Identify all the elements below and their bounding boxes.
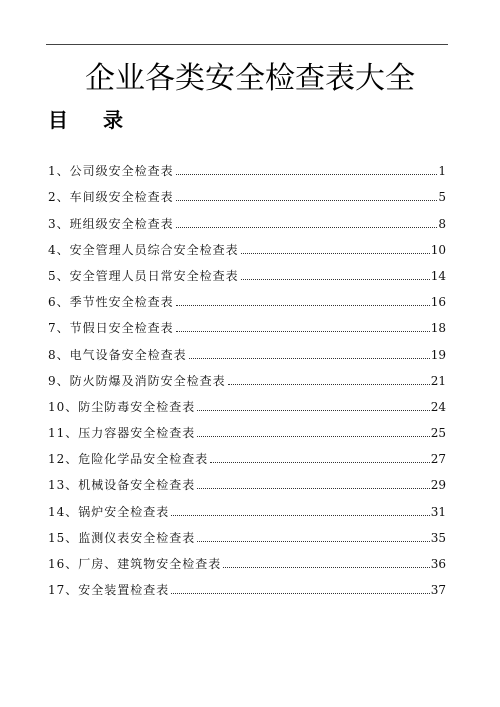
toc-entry-label: 2、车间级安全检查表 xyxy=(48,190,174,205)
toc-dot-leader xyxy=(189,358,430,359)
toc-dot-leader xyxy=(241,253,430,254)
toc-page-number: 21 xyxy=(430,373,446,388)
toc-entry-label: 1、公司级安全检查表 xyxy=(48,164,174,179)
toc-entry-label: 12、危险化学品安全检查表 xyxy=(48,452,209,467)
toc-dot-leader xyxy=(228,384,430,385)
toc-entry[interactable] xyxy=(48,363,446,389)
toc-entry-label: 11、压力容器安全检查表 xyxy=(48,426,196,441)
toc-entry[interactable] xyxy=(48,389,446,415)
toc-page-number: 29 xyxy=(430,478,446,493)
toc-page-number: 1 xyxy=(438,164,446,179)
toc-entry-label: 8、电气设备安全检查表 xyxy=(48,347,187,362)
toc-page-number: 27 xyxy=(430,452,446,467)
table-of-contents xyxy=(48,153,446,598)
toc-entry[interactable] xyxy=(48,205,446,231)
toc-entry-label: 17、安全装置检查表 xyxy=(48,583,170,598)
document-title: 企业各类安全检查表大全 xyxy=(85,61,415,96)
toc-page-number: 19 xyxy=(430,347,446,362)
toc-entry-label: 6、季节性安全检查表 xyxy=(48,295,174,310)
toc-entry-label: 15、监测仪表安全检查表 xyxy=(48,530,196,545)
toc-dot-leader xyxy=(176,227,438,228)
header-rule xyxy=(46,44,448,45)
toc-dot-leader xyxy=(197,410,429,411)
toc-dot-leader xyxy=(210,462,429,463)
toc-page-number: 24 xyxy=(430,399,446,414)
toc-entry-label: 14、锅炉安全检查表 xyxy=(48,504,170,519)
toc-dot-leader xyxy=(223,567,429,568)
toc-dot-leader xyxy=(197,541,429,542)
toc-entry[interactable] xyxy=(48,467,446,493)
toc-entry-label: 13、机械设备安全检查表 xyxy=(48,478,196,493)
toc-entry-label: 3、班组级安全检查表 xyxy=(48,216,174,231)
toc-entry[interactable] xyxy=(48,546,446,572)
toc-dot-leader xyxy=(241,279,430,280)
toc-dot-leader xyxy=(171,593,429,594)
toc-dot-leader xyxy=(171,515,429,516)
toc-entry-label: 7、节假日安全检查表 xyxy=(48,321,174,336)
toc-page-number: 31 xyxy=(430,504,446,519)
toc-entry[interactable] xyxy=(48,284,446,310)
toc-entry[interactable] xyxy=(48,336,446,362)
toc-page-number: 25 xyxy=(430,426,446,441)
toc-dot-leader xyxy=(197,436,429,437)
toc-entry[interactable] xyxy=(48,441,446,467)
toc-entry-label: 9、防火防爆及消防安全检查表 xyxy=(48,373,226,388)
toc-page-number: 16 xyxy=(430,295,446,310)
toc-entry[interactable] xyxy=(48,310,446,336)
toc-dot-leader xyxy=(197,488,429,489)
toc-page-number: 36 xyxy=(430,557,446,571)
toc-entry[interactable] xyxy=(48,493,446,519)
toc-page-number: 18 xyxy=(430,321,446,336)
toc-page-number: 35 xyxy=(430,530,446,545)
toc-entry[interactable] xyxy=(48,520,446,546)
toc-dot-leader xyxy=(176,331,430,332)
toc-dot-leader xyxy=(176,174,438,175)
toc-heading: 目 录 xyxy=(48,108,137,132)
toc-page-number: 5 xyxy=(438,190,446,205)
toc-entry-label: 4、安全管理人员综合安全检查表 xyxy=(48,242,239,257)
toc-page-number: 14 xyxy=(430,268,446,283)
toc-entry[interactable] xyxy=(48,153,446,179)
toc-entry[interactable] xyxy=(48,258,446,284)
toc-entry[interactable] xyxy=(48,415,446,441)
toc-dot-leader xyxy=(176,200,438,201)
toc-entry-label: 16、厂房、建筑物安全检查表 xyxy=(48,557,222,571)
toc-page-number: 8 xyxy=(438,216,446,231)
toc-entry-label: 5、安全管理人员日常安全检查表 xyxy=(48,268,239,283)
toc-entry-label: 10、防尘防毒安全检查表 xyxy=(48,399,196,414)
toc-page-number: 10 xyxy=(430,242,446,257)
toc-entry[interactable] xyxy=(48,179,446,205)
toc-entry[interactable] xyxy=(48,232,446,258)
toc-page-number: 37 xyxy=(430,583,446,598)
toc-entry[interactable] xyxy=(48,572,446,598)
toc-dot-leader xyxy=(176,305,430,306)
